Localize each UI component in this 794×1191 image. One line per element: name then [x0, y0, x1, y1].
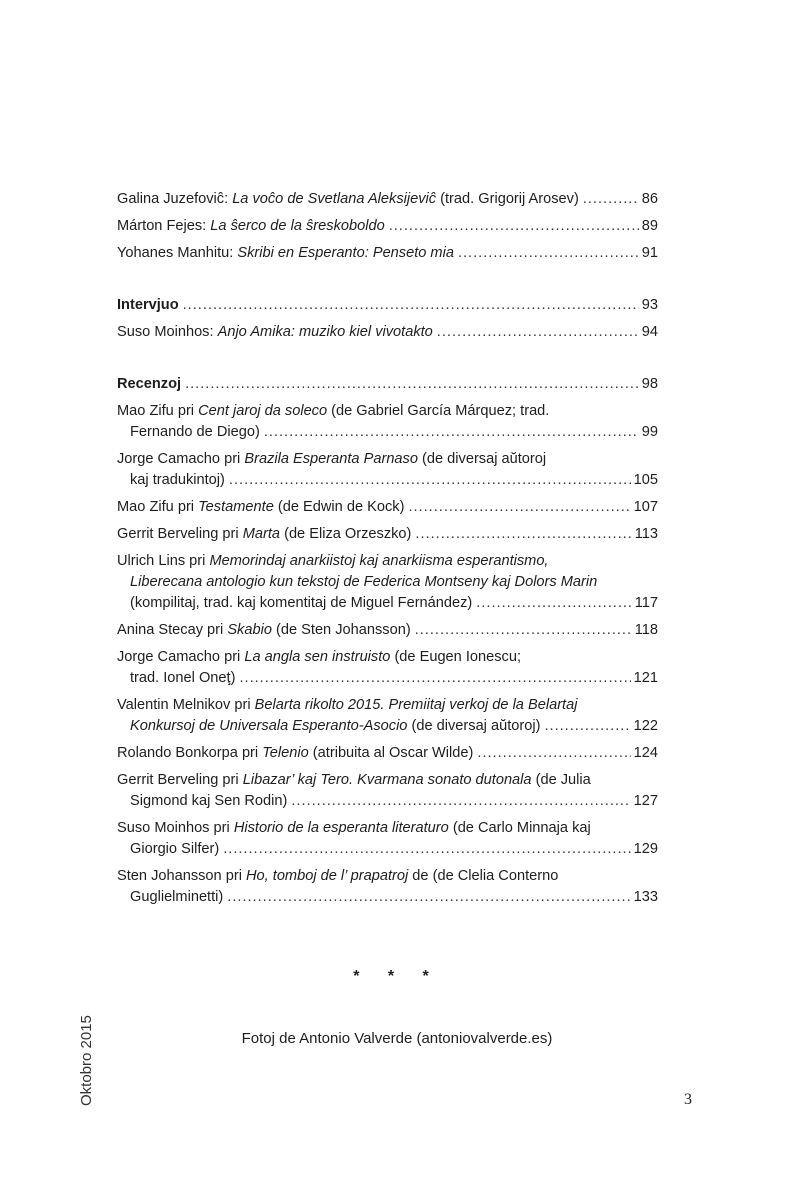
entry-detail: (de Julia [531, 772, 591, 788]
entry-title: Cent jaroj da soleco [198, 403, 328, 419]
entry-title: Marta [242, 526, 281, 542]
dot-leader [185, 374, 639, 395]
section-page: 98 [639, 374, 658, 395]
dot-leader [227, 887, 630, 908]
toc-entry [117, 551, 658, 614]
entry-detail: (kompilitaj, trad. kaj komentitaj de Miguel Fernández) [130, 593, 476, 614]
entry-detail: trad. Ionel Oneţ) [130, 668, 239, 689]
dot-leader [477, 743, 630, 764]
dot-leader [291, 791, 630, 812]
entry-detail: (de Sten Johansson) [271, 622, 411, 638]
section-heading: Recenzoj [117, 376, 182, 392]
entry-detail: (de diversaj aŭtoroj) [407, 718, 541, 734]
entry-page: 121 [631, 668, 658, 689]
entry-author: Suso Moinhos pri [117, 820, 234, 836]
dot-leader [264, 422, 639, 443]
entry-page: 129 [631, 839, 658, 860]
entry-title: La voĉo de Svetlana Aleksijeviĉ [232, 191, 437, 207]
dot-leader [389, 216, 639, 237]
entry-detail: (de Carlo Minnaja kaj [448, 820, 591, 836]
toc-entry [117, 770, 658, 812]
table-of-contents [117, 189, 658, 914]
entry-detail: Guglielminetti) [130, 887, 227, 908]
entry-page: 94 [639, 322, 658, 343]
dot-leader [583, 189, 639, 210]
entry-detail: (de Eugen Ionescu; [390, 649, 522, 665]
entry-page: 124 [631, 743, 658, 764]
entry-page: 86 [639, 189, 658, 210]
toc-entry [117, 647, 658, 689]
entry-author: Suso Moinhos: [117, 324, 218, 340]
entry-page: 133 [631, 887, 658, 908]
entry-detail: kaj tradukintoj) [130, 470, 229, 491]
entry-author: Yohanes Manhitu: [117, 245, 238, 261]
entry-detail: (atribuita al Oscar Wilde) [308, 745, 474, 761]
entry-author: Galina Juzefoviĉ: [117, 191, 233, 207]
toc-entry [117, 866, 658, 908]
entry-detail: Fernando de Diego) [130, 422, 264, 443]
toc-entry [117, 818, 658, 860]
dot-leader [415, 524, 631, 545]
entry-detail: (de diversaj aŭtoroj [417, 451, 547, 467]
entry-author: Mao Zifu pri [117, 403, 199, 419]
photo-credit-prefix: Fotoj de [241, 1030, 300, 1047]
entry-author: Rolando Bonkorpa pri [117, 745, 263, 761]
entry-author: Mao Zifu pri [117, 499, 199, 515]
entry-title: Brazila Esperanta Parnaso [244, 451, 418, 467]
photographer-name: Antonio Valverde [299, 1030, 413, 1047]
entry-title: Skribi en Esperanto: Penseto mia [237, 245, 454, 261]
entry-page: 117 [632, 593, 658, 614]
dot-leader [415, 620, 632, 641]
entry-title: Telenio [262, 745, 309, 761]
entry-page: 89 [639, 216, 658, 237]
toc-entry [117, 243, 658, 264]
entry-author: Jorge Camacho pri [117, 451, 245, 467]
entry-author: Ulrich Lins pri [117, 553, 210, 569]
toc-entry [117, 189, 658, 210]
section-reviews [117, 374, 658, 395]
entry-title: La ŝerco de la ŝreskoboldo [210, 218, 385, 234]
entry-detail: (de Gabriel García Márquez; trad. [327, 403, 550, 419]
entry-title: Historio de la esperanta literaturo [233, 820, 449, 836]
entry-title: Anjo Amika: muziko kiel vivotakto [217, 324, 433, 340]
page-number: 3 [684, 1091, 692, 1108]
entry-author: Jorge Camacho pri [117, 649, 245, 665]
entry-title: Skabio [227, 622, 272, 638]
entry-title: Libazar’ kaj Tero. Kvarmana sonato dutonala [242, 772, 532, 788]
entry-author: Márton Fejes: [117, 218, 211, 234]
entry-author: Gerrit Berveling pri [117, 772, 243, 788]
section-heading: Intervjuo [117, 297, 179, 313]
entry-title: Liberecana antologio kun tekstoj de Federica Montseny kaj Dolors Marin [130, 572, 601, 593]
toc-entry [117, 401, 658, 443]
entry-page: 91 [639, 243, 658, 264]
toc-entry [117, 497, 658, 518]
toc-entry [117, 743, 658, 764]
dot-leader [476, 593, 631, 614]
dot-leader [223, 839, 630, 860]
photo-credit-site: (antoniovalverde.es) [412, 1030, 553, 1047]
entry-title: Testamente [198, 499, 274, 515]
dot-leader [408, 497, 630, 518]
entry-page: 99 [639, 422, 658, 443]
entry-detail: (trad. Grigorij Arosev) [436, 191, 579, 207]
entry-author: Sten Johansson pri [117, 868, 246, 884]
entry-title: Konkursoj de Universala Esperanto-Asocio [130, 718, 408, 734]
issue-date-label: Oktobro 2015 [78, 1015, 95, 1106]
dot-leader [544, 716, 630, 737]
toc-entry [117, 524, 658, 545]
entry-page: 118 [632, 620, 658, 641]
entry-title: Memorindaj anarkiistoj kaj anarkiisma esperantismo, [209, 553, 549, 569]
dot-leader [458, 243, 639, 264]
dot-leader [437, 322, 639, 343]
entry-author: Gerrit Berveling pri [117, 526, 243, 542]
entry-page: 127 [631, 791, 658, 812]
toc-entry [117, 620, 658, 641]
toc-entry [117, 449, 658, 491]
entry-title: Belarta rikolto 2015. Premiitaj verkoj de la Belartaj [254, 697, 578, 713]
entry-detail: Giorgio Silfer) [130, 839, 223, 860]
section-page: 93 [639, 295, 658, 316]
toc-entry [117, 322, 658, 343]
section-interview [117, 295, 658, 316]
dot-leader [183, 295, 639, 316]
entry-page: 105 [631, 470, 658, 491]
entry-detail: de (de Clelia Conterno [408, 868, 559, 884]
entry-author: Anina Stecay pri [117, 622, 228, 638]
photo-credit [0, 1030, 794, 1047]
entry-page: 113 [632, 524, 658, 545]
entry-author: Valentin Melnikov pri [117, 697, 255, 713]
entry-title: La angla sen instruisto [244, 649, 391, 665]
entry-detail: (de Eliza Orzeszko) [280, 526, 412, 542]
entry-detail: (de Edwin de Kock) [273, 499, 405, 515]
dot-leader [239, 668, 630, 689]
section-divider-stars: * * * [353, 968, 441, 985]
entry-title: Ho, tomboj de l’ prapatroj [246, 868, 409, 884]
entry-page: 122 [631, 716, 658, 737]
entry-page: 107 [631, 497, 658, 518]
dot-leader [229, 470, 631, 491]
entry-detail: Sigmond kaj Sen Rodin) [130, 791, 291, 812]
toc-entry [117, 695, 658, 737]
toc-entry [117, 216, 658, 237]
